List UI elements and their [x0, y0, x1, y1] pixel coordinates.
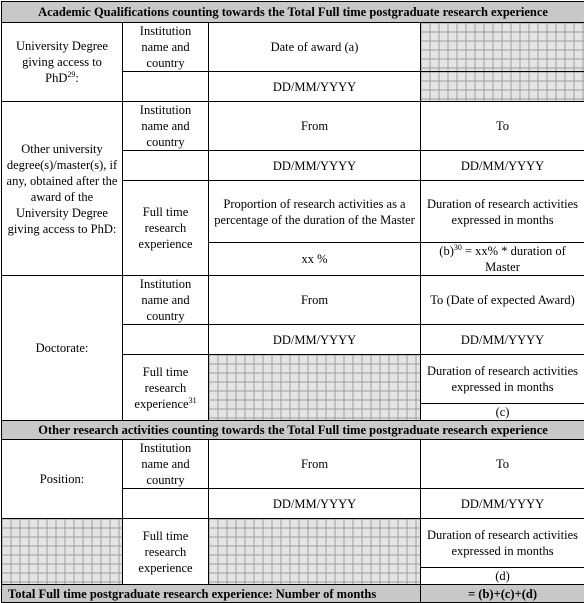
fulltime-research-text: Full time research experience: [134, 365, 188, 411]
from-label: From: [209, 440, 421, 489]
other-degree-label: Other university degree(s)/master(s), if any, obtained after the award of the University Degree giving access to PhD:: [2, 102, 123, 276]
institution-name-label: Institution name and country: [123, 276, 209, 325]
fulltime-research-label: Full time research experience: [123, 181, 209, 276]
proportion-label: Proportion of research activities as a percentage of the duration of the Master: [209, 181, 421, 243]
empty-cell: [123, 325, 209, 355]
position-from-date-field[interactable]: DD/MM/YYYY: [209, 489, 421, 519]
hatched-cell: [421, 23, 584, 72]
doctorate-to-date-field[interactable]: DD/MM/YYYY: [421, 325, 584, 355]
academic-section-header: Academic Qualifications counting towards the Total Full time postgraduate research experience: [2, 2, 584, 23]
doctorate-label: Doctorate:: [2, 276, 123, 421]
from-label: From: [209, 276, 421, 325]
formula-b-rest: = xx% * duration of Master: [462, 244, 566, 274]
date-of-award-label: Date of award (a): [209, 23, 421, 72]
to-label: To: [421, 440, 584, 489]
research-experience-table: [1, 1, 584, 603]
date-of-award-field[interactable]: DD/MM/YYYY: [209, 72, 421, 102]
position-label: Position:: [2, 440, 123, 519]
university-degree-label: [2, 23, 123, 102]
footnote-31: 31: [189, 395, 197, 404]
hatched-cell: [209, 519, 421, 585]
fulltime-research-label: Full time research experience: [123, 519, 209, 585]
duration-label: Duration of research activities expressed in months: [421, 519, 584, 568]
duration-label: Duration of research activities expressed in months: [421, 181, 584, 243]
fulltime-research-label: [123, 355, 209, 421]
hatched-cell: [209, 355, 421, 421]
total-label: Total Full time postgraduate research experience: Number of months: [2, 585, 421, 603]
master-from-date-field[interactable]: DD/MM/YYYY: [209, 151, 421, 181]
other-activities-section-header: Other research activities counting towards the Total Full time postgraduate research experience: [2, 421, 584, 440]
master-to-date-field[interactable]: DD/MM/YYYY: [421, 151, 584, 181]
empty-cell: [123, 151, 209, 181]
duration-label: Duration of research activities expressed in months: [421, 355, 584, 404]
hatched-cell: [2, 519, 123, 585]
hatched-cell: [421, 72, 584, 102]
footnote-29: 29: [67, 70, 75, 79]
percent-field[interactable]: xx %: [209, 243, 421, 276]
university-degree-suffix: :: [75, 71, 78, 85]
institution-name-label: Institution name and country: [123, 23, 209, 72]
to-expected-award-label: To (Date of expected Award): [421, 276, 584, 325]
institution-name-label: Institution name and country: [123, 102, 209, 151]
footnote-30: 30: [454, 243, 462, 252]
doctorate-duration-field[interactable]: (c): [421, 404, 584, 421]
total-value-field[interactable]: = (b)+(c)+(d): [421, 585, 584, 603]
empty-cell: [123, 489, 209, 519]
other-activities-duration-field[interactable]: (d): [421, 568, 584, 585]
from-label: From: [209, 102, 421, 151]
formula-b-field[interactable]: [421, 243, 584, 276]
doctorate-from-date-field[interactable]: DD/MM/YYYY: [209, 325, 421, 355]
position-to-date-field[interactable]: DD/MM/YYYY: [421, 489, 584, 519]
university-degree-text: University Degree giving access to PhD: [16, 39, 108, 85]
empty-cell: [123, 72, 209, 102]
formula-b-prefix: (b): [439, 244, 454, 258]
to-label: To: [421, 102, 584, 151]
institution-name-label: Institution name and country: [123, 440, 209, 489]
